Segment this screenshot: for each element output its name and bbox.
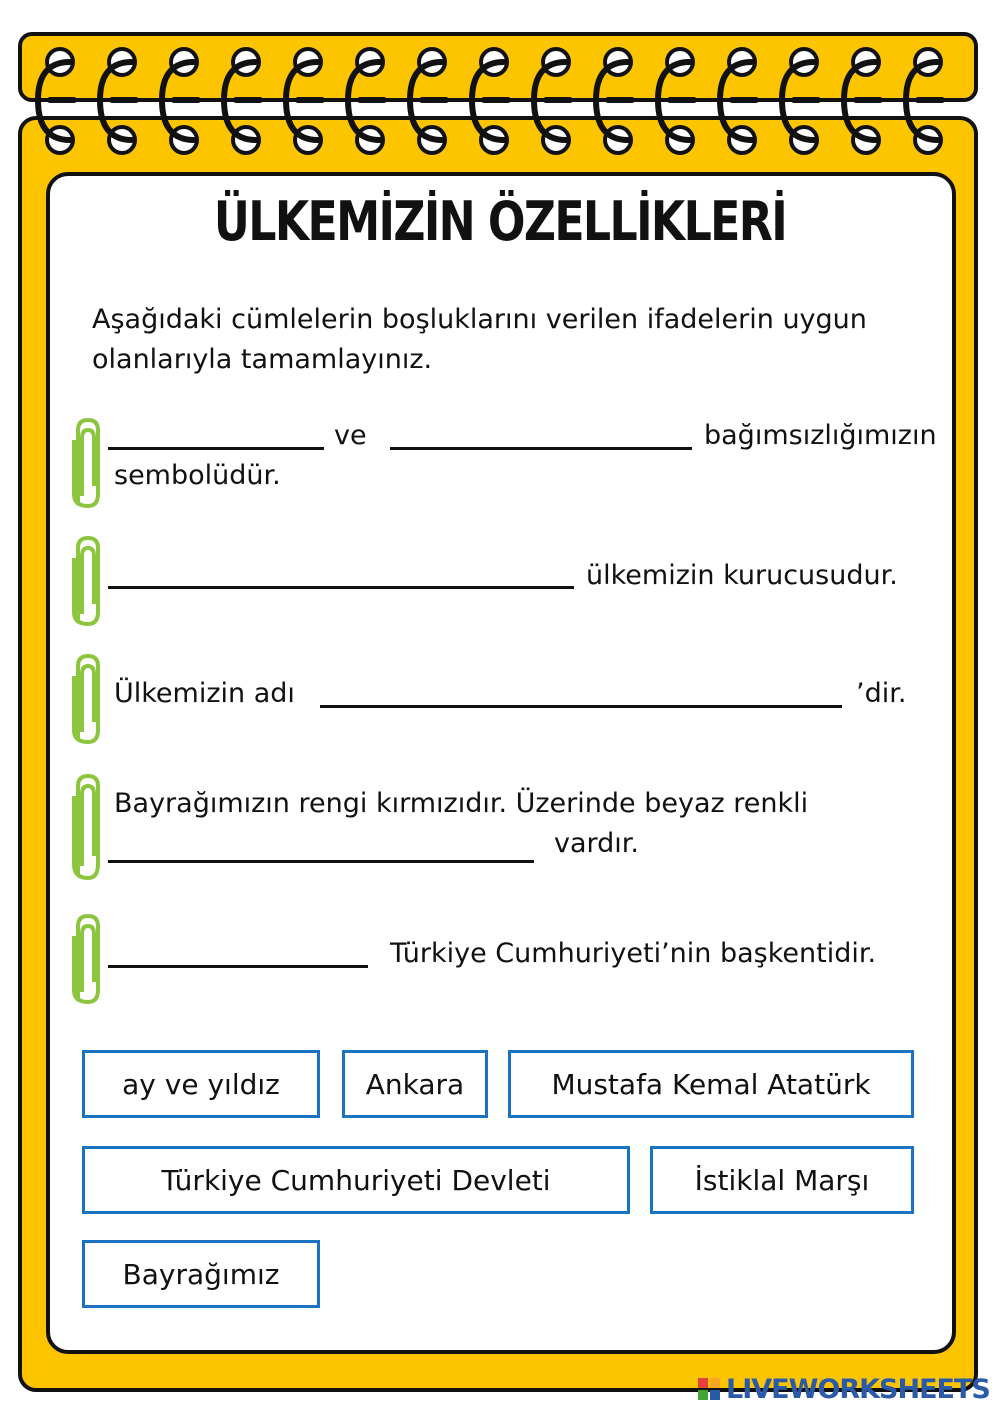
binding-ring: [286, 49, 322, 153]
paperclip-icon: [66, 534, 106, 630]
option-ay-ve-yildiz[interactable]: ay ve yıldız: [82, 1050, 320, 1118]
binding-ring: [224, 49, 260, 153]
binding-ring: [720, 49, 756, 153]
option-ankara[interactable]: Ankara: [342, 1050, 488, 1118]
paperclip-icon: [66, 912, 106, 1008]
question-2-end: ülkemizin kurucusudur.: [586, 560, 898, 591]
brand-watermark[interactable]: LIVEWORKSHEETS: [726, 1374, 990, 1405]
blank-2[interactable]: [108, 586, 574, 589]
option-istiklal-marsi[interactable]: İstiklal Marşı: [650, 1146, 914, 1214]
blank-1a[interactable]: [108, 447, 324, 450]
binding-ring: [844, 49, 880, 153]
option-bayragimiz[interactable]: Bayrağımız: [82, 1240, 320, 1308]
question-4-end: vardır.: [554, 828, 639, 859]
question-1-mid: ve: [334, 420, 367, 451]
binding-ring: [100, 49, 136, 153]
paperclip-icon: [66, 416, 106, 512]
paperclip-icon: [66, 652, 106, 748]
binding-ring: [472, 49, 508, 153]
page-title: ÜLKEMİZİN ÖZELLİKLERİ: [213, 190, 787, 253]
option-turkiye-cumhuriyeti-devleti[interactable]: Türkiye Cumhuriyeti Devleti: [82, 1146, 630, 1214]
binding-ring: [410, 49, 446, 153]
question-1-end: bağımsızlığımızın: [704, 420, 937, 451]
paperclip-icon: [66, 772, 106, 884]
binding-ring: [38, 49, 74, 153]
binding-ring: [162, 49, 198, 153]
liveworksheets-logo-icon: [698, 1378, 722, 1402]
question-4-line1: Bayrağımızın rengi kırmızıdır. Üzerinde beyaz renkli: [114, 788, 809, 819]
blank-1b[interactable]: [390, 447, 692, 450]
blank-4[interactable]: [108, 860, 534, 863]
binding-ring: [596, 49, 632, 153]
instructions: Aşağıdaki cümlelerin boşluklarını verilen ifadelerin uygun olanlarıyla tamamlayınız.: [92, 304, 867, 375]
question-3-end: ’dir.: [856, 678, 907, 709]
blank-5[interactable]: [108, 965, 368, 968]
option-mustafa-kemal-ataturk[interactable]: Mustafa Kemal Atatürk: [508, 1050, 914, 1118]
binding-ring: [906, 49, 942, 153]
question-3-start: Ülkemizin adı: [114, 678, 295, 709]
binding-ring: [782, 49, 818, 153]
question-1-line2: sembolüdür.: [114, 460, 281, 491]
spiral-rings: [0, 0, 1000, 170]
binding-ring: [348, 49, 384, 153]
binding-ring: [658, 49, 694, 153]
binding-ring: [534, 49, 570, 153]
blank-3[interactable]: [320, 705, 842, 708]
question-5-end: Türkiye Cumhuriyeti’nin başkentidir.: [390, 938, 877, 969]
